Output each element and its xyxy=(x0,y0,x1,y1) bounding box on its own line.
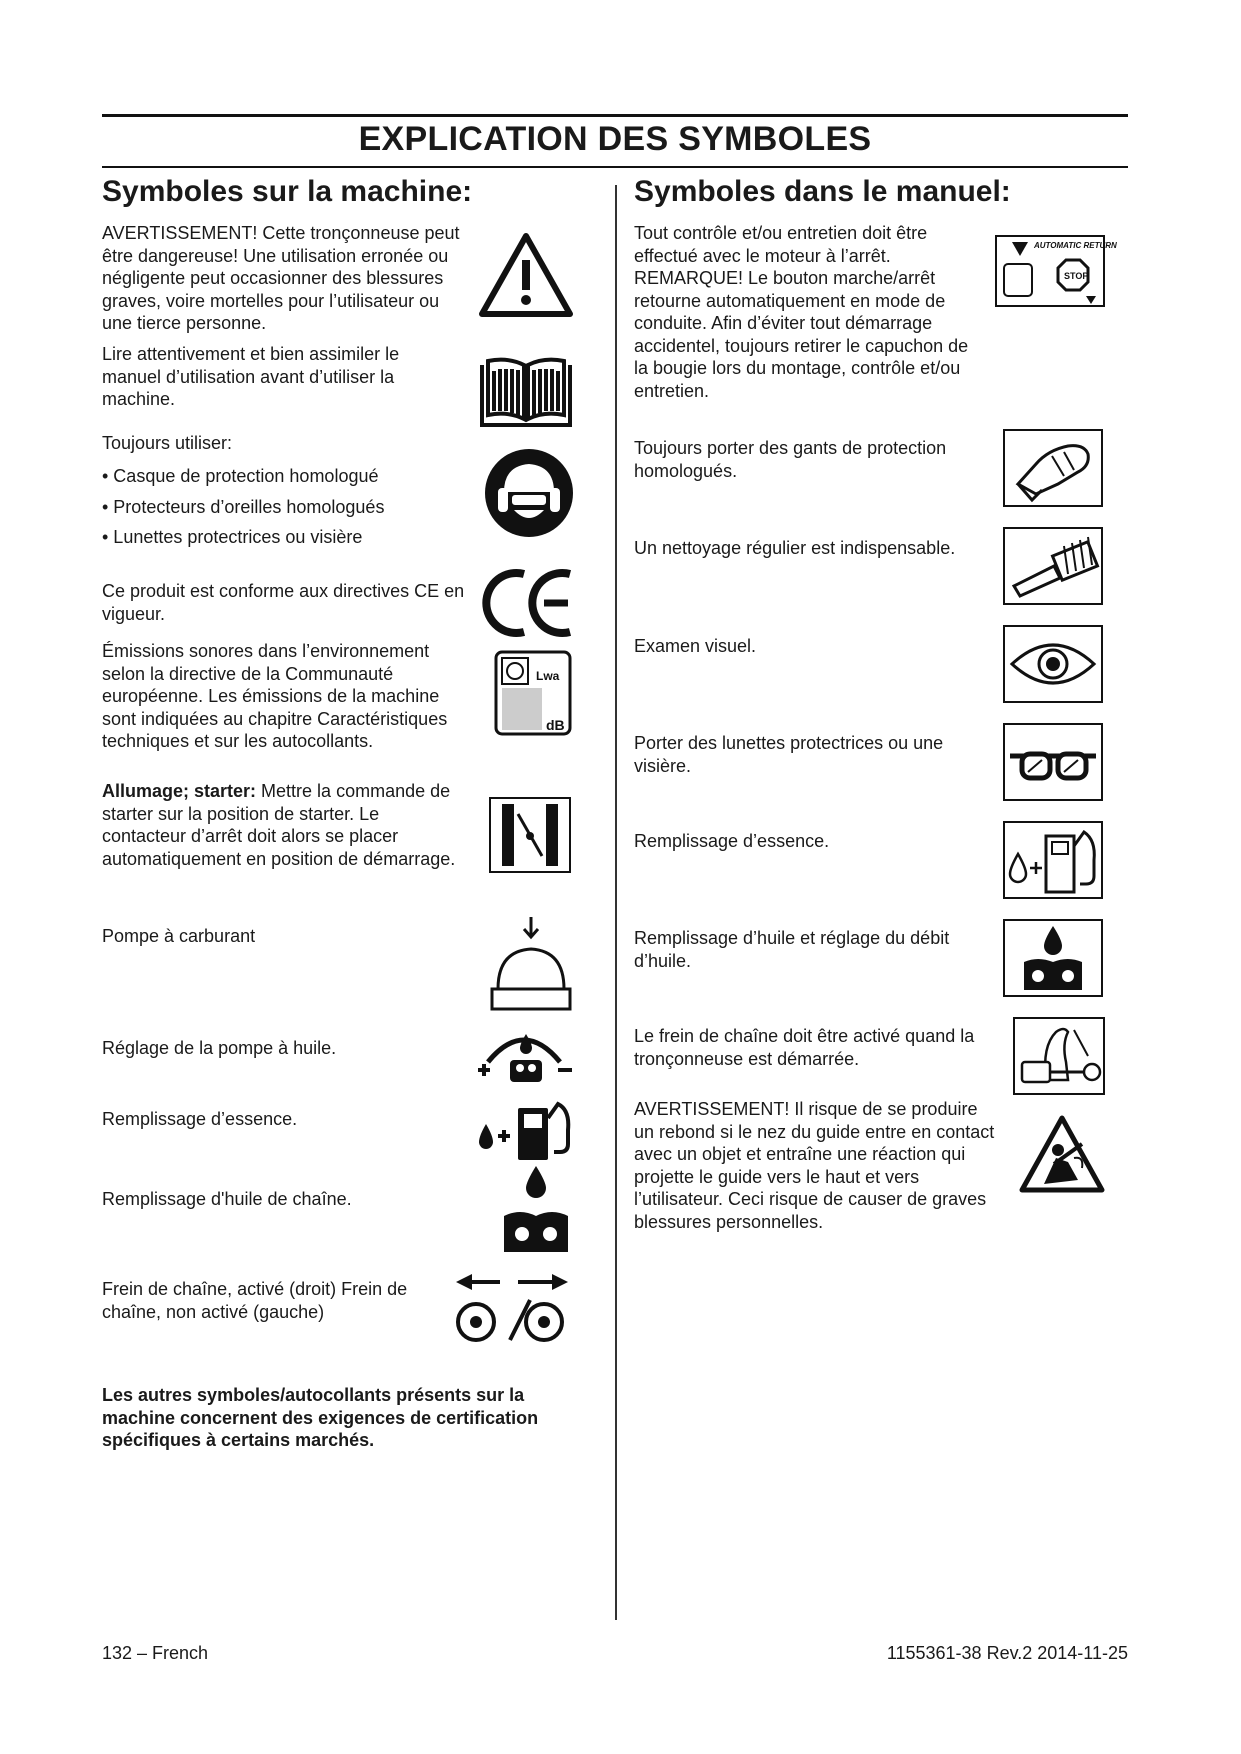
title-underline xyxy=(102,166,1128,168)
lwa-label: Lwa xyxy=(536,669,560,683)
always-use-label: Toujours utiliser: xyxy=(102,433,233,453)
fuel-fill-icon xyxy=(474,1094,578,1162)
ppe-list xyxy=(102,465,422,557)
kickback-warning-text: AVERTISSEMENT! Il risque de se produire un rebond si le nez du guide entre en contact avec un objet et entraîne une réaction qui projette le guide vers le haut et vers l’utilisateur. Ceci risque de causer de graves blessures personnelles. xyxy=(634,1099,995,1232)
gloves-text: Toujours porter des gants de protection homologués. xyxy=(634,438,947,481)
gloves-icon xyxy=(1002,428,1104,508)
other-symbols-note: Les autres symboles/autocollants présents sur la machine concernent des exigences de certification spécifiques à certains marchés. xyxy=(102,1385,539,1450)
cleaning-text: Un nettoyage régulier est indispensable. xyxy=(634,538,956,558)
primer-text: Pompe à carburant xyxy=(102,926,256,946)
right-heading: Symboles dans le manuel: xyxy=(634,175,1011,208)
choke-label: Allumage; starter: xyxy=(102,781,257,801)
noise-label-icon xyxy=(494,650,572,736)
glasses-text: Porter des lunettes protectrices ou une visière. xyxy=(634,733,944,776)
maintenance-text: Tout contrôle et/ou entretien doit être effectué avec le moteur à l’arrêt. REMARQUE! Le bouton marche/arrêt retourne automatiquement en mode de conduite. Afin d’éviter tout démarrage accidentel, toujours retirer le capuchon de la bougie lors du montage, contrôle et/ou entretien. xyxy=(634,223,969,401)
warning-triangle-icon xyxy=(478,232,574,318)
manual-text: Lire attentivement et bien assimiler le manuel d’utilisation avant d’utiliser la machine. xyxy=(102,344,400,409)
chain-oil-icon xyxy=(500,1158,572,1254)
fuel-fill-manual-icon xyxy=(1002,820,1104,900)
ce-mark-icon xyxy=(484,568,576,638)
head-protection-icon xyxy=(484,448,574,538)
page-title: EXPLICATION DES SYMBOLES xyxy=(358,120,872,158)
chain-brake-manual-text: Le frein de chaîne doit être activé quand la tronçonneuse est démarrée. xyxy=(634,1026,975,1069)
ppe-item: • Lunettes protectrices ou visière xyxy=(102,527,363,547)
manual-book-icon xyxy=(478,355,574,429)
ppe-item: • Casque de protection homologué xyxy=(102,466,379,486)
warning-text: AVERTISSEMENT! Cette tronçonneuse peut être dangereuse! Une utilisation erronée ou négligente peut occasionner des blessures graves, voire mortelles pour l’utilisateur ou une tierce personne. xyxy=(102,223,460,333)
auto-return-label: AUTOMATIC RETURN xyxy=(1034,241,1117,250)
oil-pump-text: Réglage de la pompe à huile. xyxy=(102,1038,337,1058)
eye-icon xyxy=(1002,624,1104,704)
cleaning-brush-icon xyxy=(1002,526,1104,606)
kickback-warning-icon xyxy=(1018,1114,1106,1194)
left-heading: Symboles sur la machine: xyxy=(102,175,473,208)
fuel-fill-text: Remplissage d’essence. xyxy=(102,1109,298,1129)
stop-label: STOP xyxy=(1064,271,1089,281)
oil-fill-manual-icon xyxy=(1002,918,1104,998)
chain-oil-text: Remplissage d'huile de chaîne. xyxy=(102,1189,352,1209)
fuel-pump-bulb-icon xyxy=(488,915,574,1011)
db-label: dB xyxy=(546,717,565,733)
safety-glasses-icon xyxy=(1002,722,1104,802)
page-number: 132 – French xyxy=(102,1643,209,1663)
ppe-item: • Protecteurs d’oreilles homologués xyxy=(102,496,385,517)
choke-description: Mettre la commande de starter sur la position de starter. Le contacteur d’arrêt doit alors se placer automatiquement en position de démarrage. xyxy=(102,781,456,869)
oil-pump-adjust-icon xyxy=(474,1024,578,1086)
brake-text: Frein de chaîne, activé (droit) Frein de chaîne, non activé (gauche) xyxy=(102,1279,408,1322)
oil-manual-text: Remplissage d’huile et réglage du débit d’huile. xyxy=(634,928,950,971)
document-revision: 1155361-38 Rev.2 2014-11-25 xyxy=(886,1643,1128,1663)
auto-return-stop-icon xyxy=(994,234,1117,308)
choke-icon xyxy=(488,796,572,874)
chain-brake-start-icon xyxy=(1012,1016,1106,1096)
column-divider xyxy=(615,185,617,1620)
visual-check-text: Examen visuel. xyxy=(634,636,757,656)
fuel-manual-text: Remplissage d’essence. xyxy=(634,831,830,851)
choke-text xyxy=(102,780,467,870)
top-rule xyxy=(102,114,1128,117)
ce-text: Ce produit est conforme aux directives CE en vigueur. xyxy=(102,581,465,624)
chain-brake-toggle-icon xyxy=(450,1270,574,1344)
noise-text: Émissions sonores dans l’environnement selon la directive de la Communauté européenne. Les émissions de la machine sont indiquées au chapitre Caractéristiques techniques et sur les autocollants. xyxy=(102,641,448,751)
